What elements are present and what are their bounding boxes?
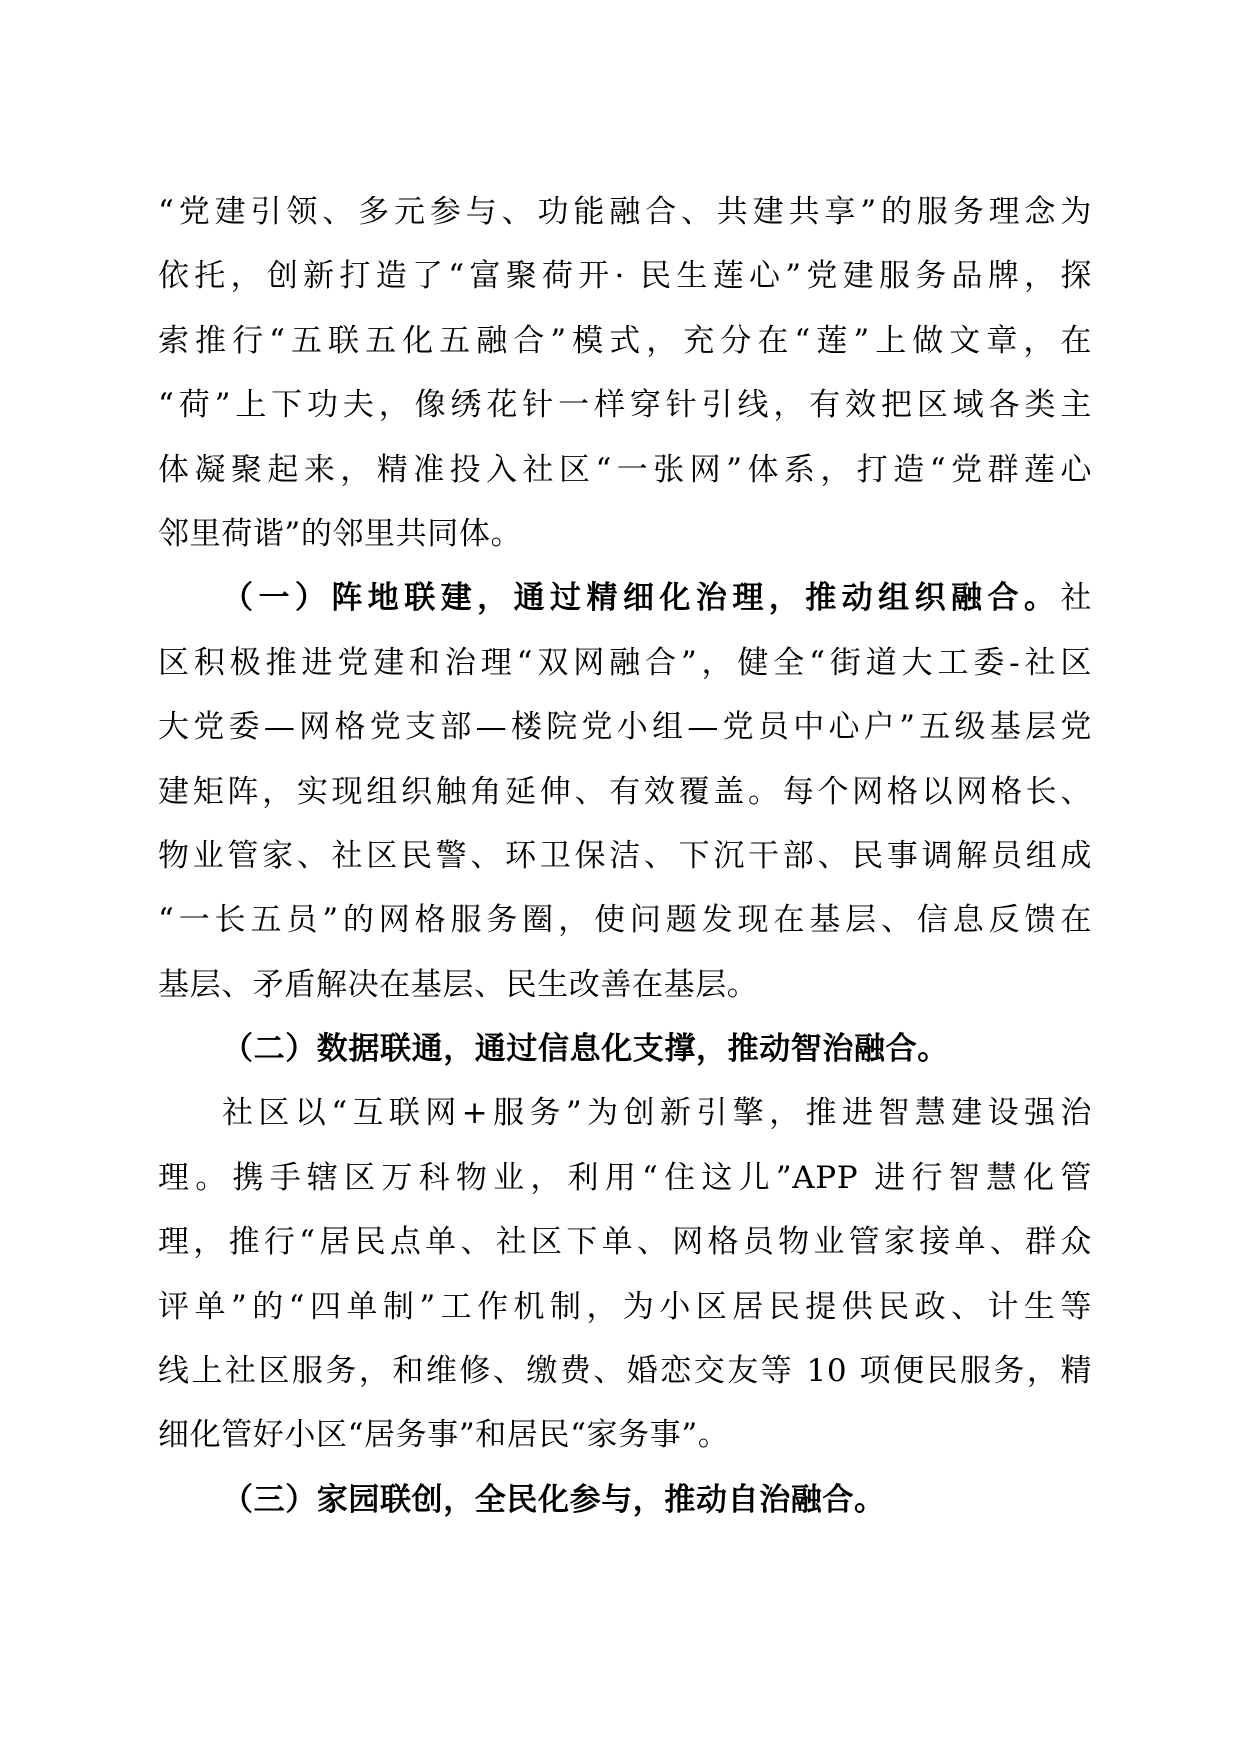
body-text: 社: [1060, 580, 1092, 617]
document-body: [158, 180, 1092, 1532]
body-line: 体凝聚起来，精准投入社区“一张网”体系，打造“党群莲心: [158, 451, 1092, 488]
body-line: 社区以“互联网+服务”为创新引擎，推进智慧建设强治: [222, 1095, 1092, 1132]
body-line: 邻里荷谐”的邻里共同体。: [158, 515, 523, 552]
body-line: 线上社区服务，和维修、缴费、婚恋交友等 10 项便民服务，精: [158, 1353, 1092, 1390]
section-heading-1: （一）阵地联建，通过精细化治理，推动组织融合。: [222, 580, 1061, 617]
body-line: 依托，创新打造了“富聚荷开· 民生莲心”党建服务品牌，探: [158, 258, 1092, 295]
body-line: 建矩阵，实现组织触角延伸、有效覆盖。每个网格以网格长、: [158, 773, 1092, 810]
body-line: “荷”上下功夫，像绣花针一样穿针引线，有效把区域各类主: [158, 387, 1092, 424]
body-line: 理，推行“居民点单、社区下单、网格员物业管家接单、群众: [158, 1224, 1092, 1261]
section-heading-line: [158, 566, 1092, 630]
body-line: 理。携手辖区万科物业，利用“住这儿”APP 进行智慧化管: [158, 1159, 1092, 1196]
body-line: “党建引领、多元参与、功能融合、共建共享”的服务理念为: [158, 194, 1092, 230]
body-line: 物业管家、社区民警、环卫保洁、下沉干部、民事调解员组成: [158, 837, 1092, 874]
body-line: 评单”的“四单制”工作机制，为小区居民提供民政、计生等: [158, 1288, 1092, 1325]
body-line: “一长五员”的网格服务圈，使问题发现在基层、信息反馈在: [158, 902, 1092, 939]
body-line: 索推行“五联五化五融合”模式，充分在“莲”上做文章，在: [158, 322, 1092, 359]
body-line: 基层、矛盾解决在基层、民生改善在基层。: [158, 966, 759, 1003]
body-line: 区积极推进党建和治理“双网融合”，健全“街道大工委-社区: [158, 644, 1092, 681]
body-line: 大党委—网格党支部—楼院党小组—党员中心户”五级基层党: [158, 709, 1092, 746]
section-heading-2: （二）数据联通，通过信息化支撑，推动智治融合。: [222, 1031, 949, 1068]
section-heading-3: （三）家园联创，全民化参与，推动自治融合。: [222, 1481, 886, 1518]
body-line: 细化管好小区“居务事”和居民“家务事”。: [158, 1417, 730, 1454]
